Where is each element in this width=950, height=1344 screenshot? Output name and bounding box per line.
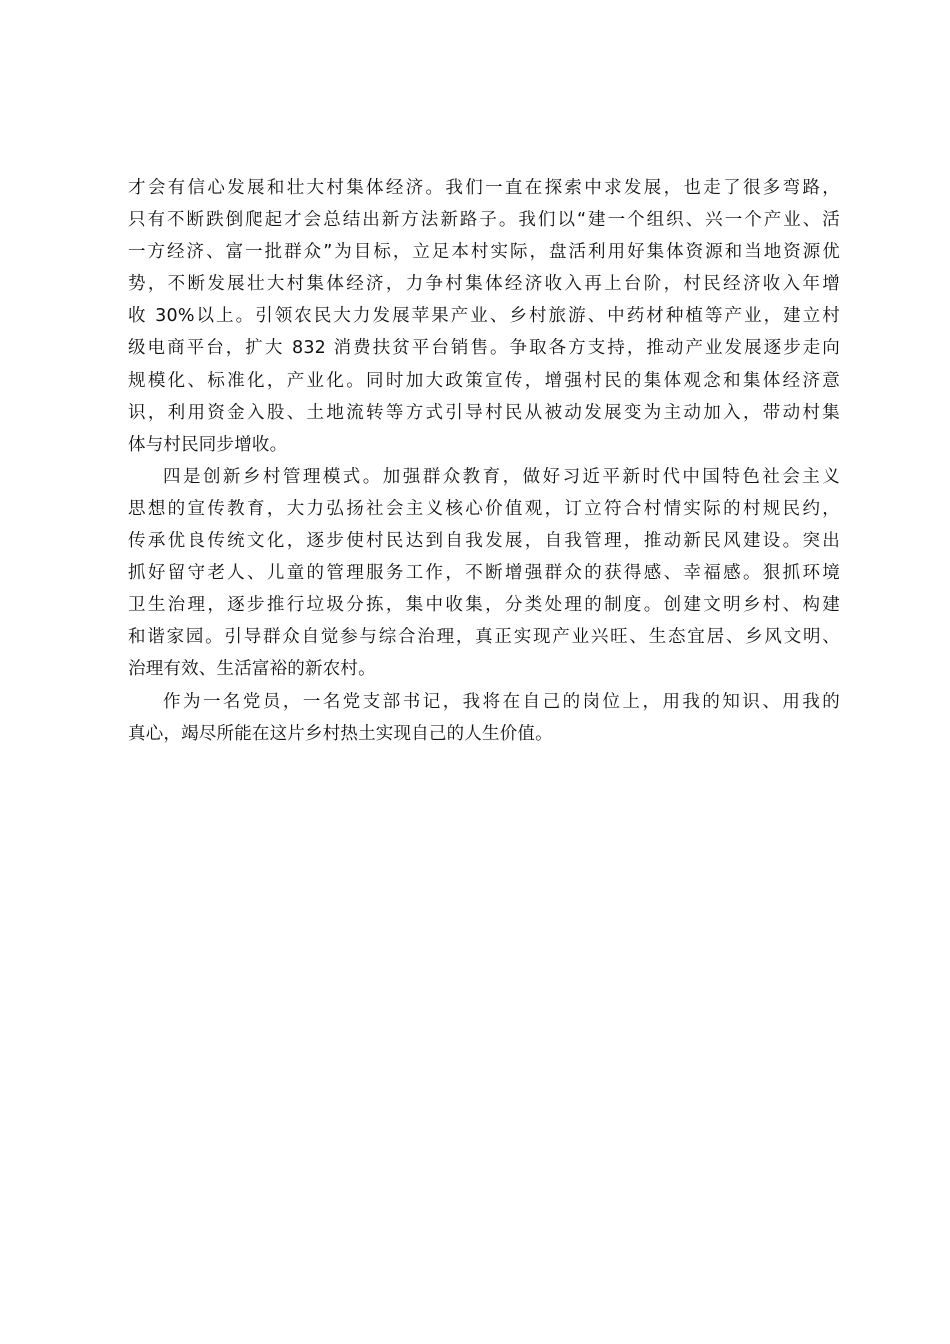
text-line: 级电商平台，扩大 832 消费扶贫平台销售。争取各方支持，推动产业发展逐步走向 bbox=[128, 338, 840, 359]
text-line: 抓好留守老人、儿童的管理服务工作，不断增强群众的获得感、幸福感。狠抓环境 bbox=[128, 563, 840, 584]
paragraph-rural-management bbox=[128, 461, 840, 686]
text-line: 势，不断发展壮大村集体经济，力争村集体经济收入再上台阶，村民经济收入年增 bbox=[128, 274, 840, 295]
text-line: 和谐家园。引导群众自觉参与综合治理，真正实现产业兴旺、生态宜居、乡风文明、 bbox=[128, 627, 840, 648]
paragraph-party-member bbox=[128, 686, 840, 750]
text-line: 治理有效、生活富裕的新农村。 bbox=[128, 659, 376, 680]
document-body bbox=[128, 172, 840, 750]
text-line: 只有不断跌倒爬起才会总结出新方法新路子。我们以“建一个组织、兴一个产业、活 bbox=[128, 210, 840, 231]
text-line: 卫生治理，逐步推行垃圾分拣，集中收集，分类处理的制度。创建文明乡村、构建 bbox=[128, 595, 840, 616]
text-line: 收 30%以上。引领农民大力发展苹果产业、乡村旅游、中药材种植等产业，建立村 bbox=[128, 306, 840, 327]
text-line: 传承优良传统文化，逐步使村民达到自我发展，自我管理，推动新民风建设。突出 bbox=[128, 531, 840, 552]
text-line: 识，利用资金入股、土地流转等方式引导村民从被动发展变为主动加入，带动村集 bbox=[128, 402, 840, 423]
text-line: 规模化、标准化，产业化。同时加大政策宣传，增强村民的集体观念和集体经济意 bbox=[128, 370, 840, 391]
text-line: 真心，竭尽所能在这片乡村热土实现自己的人生价值。 bbox=[128, 723, 553, 744]
text-line: 作为一名党员，一名党支部书记，我将在自己的岗位上，用我的知识、用我的 bbox=[163, 691, 840, 712]
text-line: 体与村民同步增收。 bbox=[128, 434, 288, 455]
text-line: 才会有信心发展和壮大村集体经济。我们一直在探索中求发展，也走了很多弯路， bbox=[128, 178, 840, 198]
text-line: 思想的宣传教育，大力弘扬社会主义核心价值观，订立符合村情实际的村规民约， bbox=[128, 498, 840, 519]
paragraph-collective-economy bbox=[128, 172, 840, 461]
text-line: 四是创新乡村管理模式。加强群众教育，做好习近平新时代中国特色社会主义 bbox=[163, 466, 840, 487]
text-line: 一方经济、富一批群众”为目标，立足本村实际，盘活利用好集体资源和当地资源优 bbox=[128, 242, 840, 263]
